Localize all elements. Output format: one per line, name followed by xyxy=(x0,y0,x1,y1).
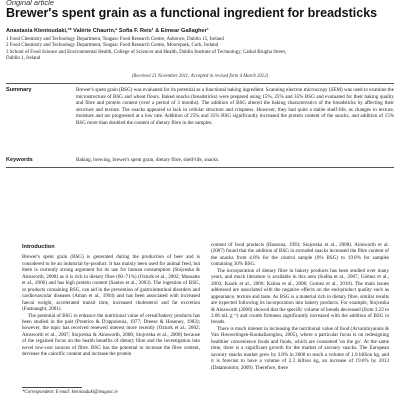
paragraph: Brewer's spent grain (BSG) is generated during the production of beer and is considered to be an industrial by-product. It has mainly been used for animal feed, but there is currently strong argument for its use for human consumption (Stojceska & Ainsworth, 2008) as it is rich in dietary fibre (60–71%) (Ozturk et al., 2002; Mussatto et al., 2006) and has high protein content (Santos et al., 2003). The ingestion of BSG, or products containing BSG, can aid in the prevention of gastrointestinal disorders and cardiovascular diseases (Aman et al., 1994) and has been associated with increased faecal weight, accelerated transit time, increased cholesterol and fat excretion (Fastnaught, 2001). xyxy=(22,254,200,313)
left-column xyxy=(22,244,200,358)
affiliation-line: Dublin 1, Ireland xyxy=(6,56,41,62)
article-title: Brewer's spent grain as a functional ingredient for breadsticks xyxy=(6,6,378,20)
section-label: Original article xyxy=(6,0,54,7)
right-column xyxy=(211,242,389,371)
footnote-divider xyxy=(22,387,82,388)
correspondence-note: *Correspondent: E-mail: ktenioudaki@teagasc.ie xyxy=(22,390,118,395)
paragraph: The incorporation of dietary fibre in bakery products has been studied over many years, and much literature is available in this area (Sudha et al., 2007; Gómez et al., 2003; Kaack et al., 2006; Kalina et al., 2006; Gomez et al., 2010). The main issues addressed are associated with the negative effects on the end-product quality such as appearance, texture and taste. As BSG is a material rich in dietary fibre, similar results are expected following its incorporation into bakery products. For example, Stojceska & Ainsworth (2008) showed that the specific volume of breads decreased (from 3.22 to 2.06 mL g⁻¹) and crumb firmness significantly increased with the addition of BSG in breads. xyxy=(211,267,389,326)
author-list: Anastasia Ktenioudaki,¹* Valérie Chaurin,² Sofia F. Reis¹ & Eimear Gallagher¹ xyxy=(6,28,209,34)
keywords-label: Keywords xyxy=(6,157,33,163)
affiliations xyxy=(6,37,386,63)
affiliation-line: 1 Food Chemistry and Technology Department, Teagasc Food Research Centre, Ashtown, Dublin 15, Ireland xyxy=(6,37,224,42)
divider xyxy=(6,83,394,84)
summary-label: Summary xyxy=(6,87,32,93)
introduction-heading: Introduction xyxy=(22,244,55,250)
paragraph: The potential of BSG to enhance the nutritional value of cereal/bakery products has been studied in the past (Prentice & D'appolonia, 1977; Dreese & Hoseney, 1982); however, the topic has received renewed interest more recently (Ozturk et al., 2002; Ainsworth et al., 2007; Stojceska & Ainsworth, 2008; Stojceska et al., 2008) because of the regained focus on the health benefits of dietary fibre and the investigation into novel low-cost sources of fibre. BSG has the potential to increase the fibre content, decrease the calorific content and increase the protein xyxy=(22,312,200,358)
received-dates: (Received 21 November 2011; Accepted in revised form 4 March 2012) xyxy=(131,74,269,79)
paragraph: There is much interest in increasing the nutritional value of food (Arvanitoyannis & Van Houwelingen-Koukaliaroglou, 2005), where a particular focus is on redesigning healthier convenience foods and foods, which are consumed 'on the go'. At the same time, there is a significant growth for the market of savoury snacks. The European savoury snacks market grew by 3.8% in 2008 to reach a volume of 1.9 billion kg, and it is forecast to have a volume of 2.3 billion kg, an increase of 19.6% by 2013 (Datamonitor, 2009). Therefore, there xyxy=(211,325,389,371)
affiliation-line: 3 School of Food Science and Environmental Health, College of Sciences and Health, Dublin Institute of Technology, Cathal Brugha Street, xyxy=(6,49,287,55)
divider xyxy=(6,167,394,168)
summary-text: Brewer's spent grain (BSG) was evaluated for its potential as a functional baking ingredient. Scanning electron microscopy (SEM) was used to examine the microstructure of BSG and wheat flours. Baked snacks (breadsticks) were prepared using 15%, 25% and 35% BSG and evaluated for their baking quality and fibre and protein content (over a period of 3 months). The addition of BSG altered the baking characteristics of the breadsticks by affecting their structure and texture. The snacks appeared to lack in cellular structure and crispness. However, they had quite a stable shelf-life, as changes in texture, moisture and aw progressed at a low rate. Addition of 25% and 35% BSG significantly increased the protein content of the snacks, and addition of 15% BSG more than doubled the content of dietary fibre in the samples. xyxy=(76,87,394,126)
affiliation-line: 2 Food Chemistry and Technology Department, Teagasc Food Research Centre, Moorepark, Cork, Ireland xyxy=(6,43,219,49)
keywords-text: Baking, brewing, brewer's spent grain, dietary fibre, shelf-life, snacks. xyxy=(76,157,220,163)
paragraph: content of food products (Hassona, 1993; Stojceska et al., 2008). Ainsworth et al. (2007) found that the addition of BSG in extruded snacks increased the fibre content of the snacks from 4.8% for the control sample (0% BSG) to 19.8% for samples containing 30% BSG. xyxy=(211,242,389,268)
